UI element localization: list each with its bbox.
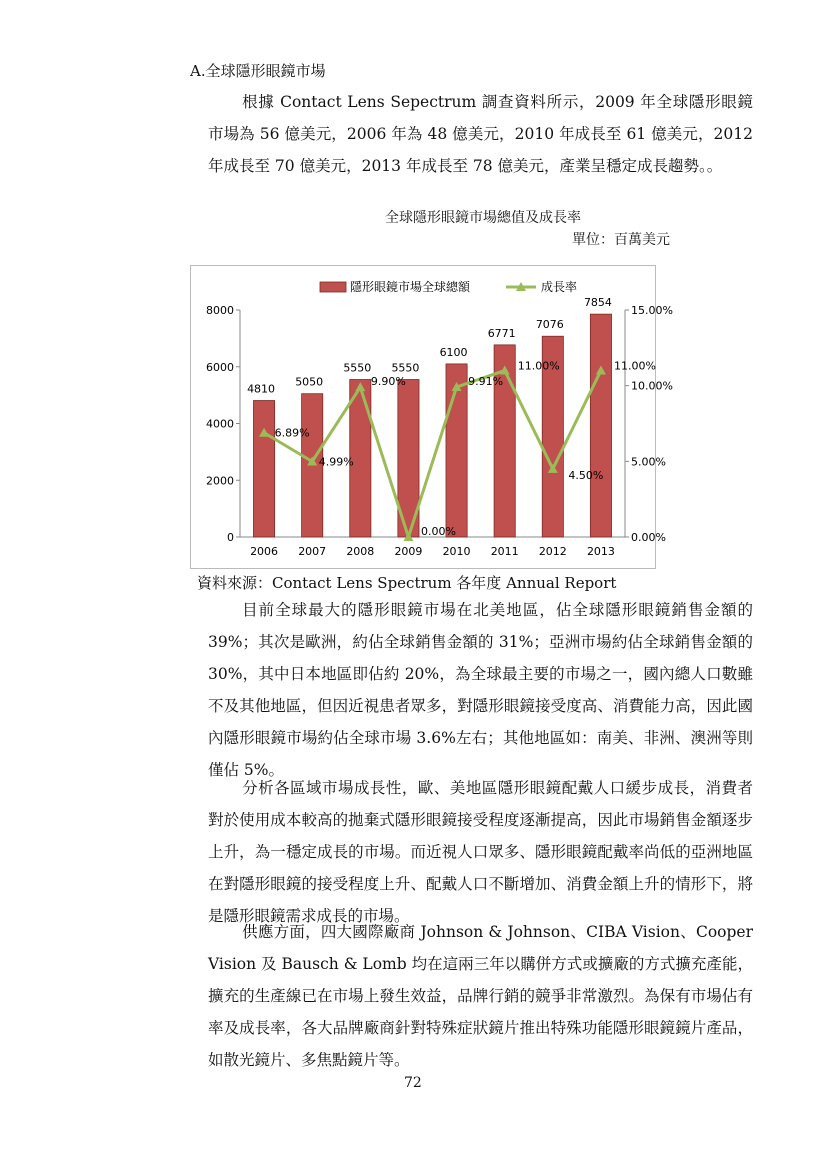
left-axis-tick-label: 8000	[206, 304, 234, 317]
bar-value-label: 5550	[343, 361, 372, 375]
legend-bar-label: 隱形眼鏡市場全球總額	[350, 280, 471, 294]
bar	[590, 314, 611, 537]
paragraph-text: 供應方面，四大國際廠商 Johnson & Johnson、CIBA Vision、Cooper Vision 及 Bausch & Lomb 均在這兩三年以購併方式或擴廠的方式擴充產能，擴充的生產線已在市場上發生效益，品牌行銷的競爭非常激烈。為保有市場佔有率及成長率，各大品牌廠商針對特殊症狀鏡片推出特殊功能隱形眼鏡鏡片產品，如散光鏡片、多焦點鏡片等。	[208, 923, 753, 1069]
right-axis-tick-label: 0.00%	[631, 531, 666, 544]
line-value-label: 9.90%	[370, 375, 406, 389]
left-axis-tick-label: 4000	[206, 417, 234, 431]
x-axis-tick-label: 2009	[394, 545, 423, 558]
legend-bar-swatch	[320, 282, 346, 292]
section-heading: A.全球隱形眼鏡市場	[190, 62, 326, 80]
right-axis-tick-label: 5.00%	[631, 455, 666, 469]
x-axis-tick-label: 2013	[586, 545, 615, 558]
x-axis-tick-label: 2007	[298, 545, 327, 558]
line-value-label: 0.00%	[420, 525, 456, 538]
line-value-label: 11.00%	[517, 359, 560, 373]
chart-title: 全球隱形眼鏡市場總值及成長率	[385, 210, 581, 226]
chart-unit: 單位：百萬美元	[572, 232, 670, 248]
left-axis-tick-label: 6000	[206, 360, 234, 374]
paragraph-regional-share	[208, 594, 753, 786]
paragraph-supply	[208, 916, 753, 1076]
bar-value-label: 5050	[295, 375, 324, 389]
x-axis-tick-label: 2011	[490, 545, 519, 558]
bar-value-label: 5550	[391, 361, 420, 375]
bar-value-label: 6771	[487, 326, 516, 340]
right-axis-tick-label: 15.00%	[631, 304, 673, 317]
paragraph-growth-analysis	[208, 772, 753, 932]
bar-value-label: 4810	[247, 382, 276, 396]
source-note: 資料來源：Contact Lens Spectrum 各年度 Annual Report	[197, 574, 617, 592]
bar-value-label: 7854	[583, 296, 612, 310]
legend-line-label: 成長率	[541, 280, 578, 294]
bar	[253, 401, 274, 537]
line-value-label: 4.50%	[568, 468, 604, 482]
line-value-label: 9.91%	[468, 375, 504, 389]
x-axis-tick-label: 2006	[250, 545, 279, 558]
paragraph-market-overview	[208, 86, 753, 182]
x-axis-tick-label: 2008	[346, 545, 375, 558]
left-axis-tick-label: 2000	[206, 474, 234, 488]
paragraph-text: 根據 Contact Lens Sepectrum 調查資料所示，2009 年全球隱形眼鏡市場為 56 億美元，2006 年為 48 億美元，2010 年成長至 61 億美元，2012 年成長至 70 億美元，2013 年成長至 78 億美元，產業呈穩定成長趨勢。。	[208, 93, 753, 175]
market-chart	[190, 265, 673, 569]
bar-value-label: 6100	[439, 345, 468, 359]
right-axis-tick-label: 10.00%	[631, 379, 673, 393]
line-value-label: 4.99%	[318, 455, 354, 469]
page-number: 72	[404, 1075, 422, 1091]
x-axis-tick-label: 2012	[538, 545, 567, 558]
line-value-label: 6.89%	[274, 426, 310, 440]
paragraph-text: 分析各區域市場成長性，歐、美地區隱形眼鏡配戴人口緩步成長，消費者對於使用成本較高的拋棄式隱形眼鏡接受程度逐漸提高，因此市場銷售金額逐步上升，為一穩定成長的市場。而近視人口眾多、隱形眼鏡配戴率尚低的亞洲地區在對隱形眼鏡的接受程度上升、配戴人口不斷增加、消費金額上升的情形下，將是隱形眼鏡需求成長的市場。	[208, 779, 753, 925]
left-axis-tick-label: 0	[227, 531, 234, 544]
x-axis-tick-label: 2010	[442, 545, 471, 558]
bar-value-label: 7076	[535, 318, 564, 332]
paragraph-text: 目前全球最大的隱形眼鏡市場在北美地區，佔全球隱形眼鏡銷售金額的 39%；其次是歐洲，約佔全球銷售金額的 31%；亞洲市場約佔全球銷售金額的 30%，其中日本地區即佔約 20%，為全球最主要的市場之一，國內總人口數雖不及其他地區，但因近視患者眾多，對隱形眼鏡接受度高、消費能力高，因此國內隱形眼鏡市場約佔全球市場 3.6%左右；其他地區如：南美、非洲、澳洲等則僅佔 5%。	[208, 601, 753, 779]
line-value-label: 11.00%	[613, 359, 656, 373]
